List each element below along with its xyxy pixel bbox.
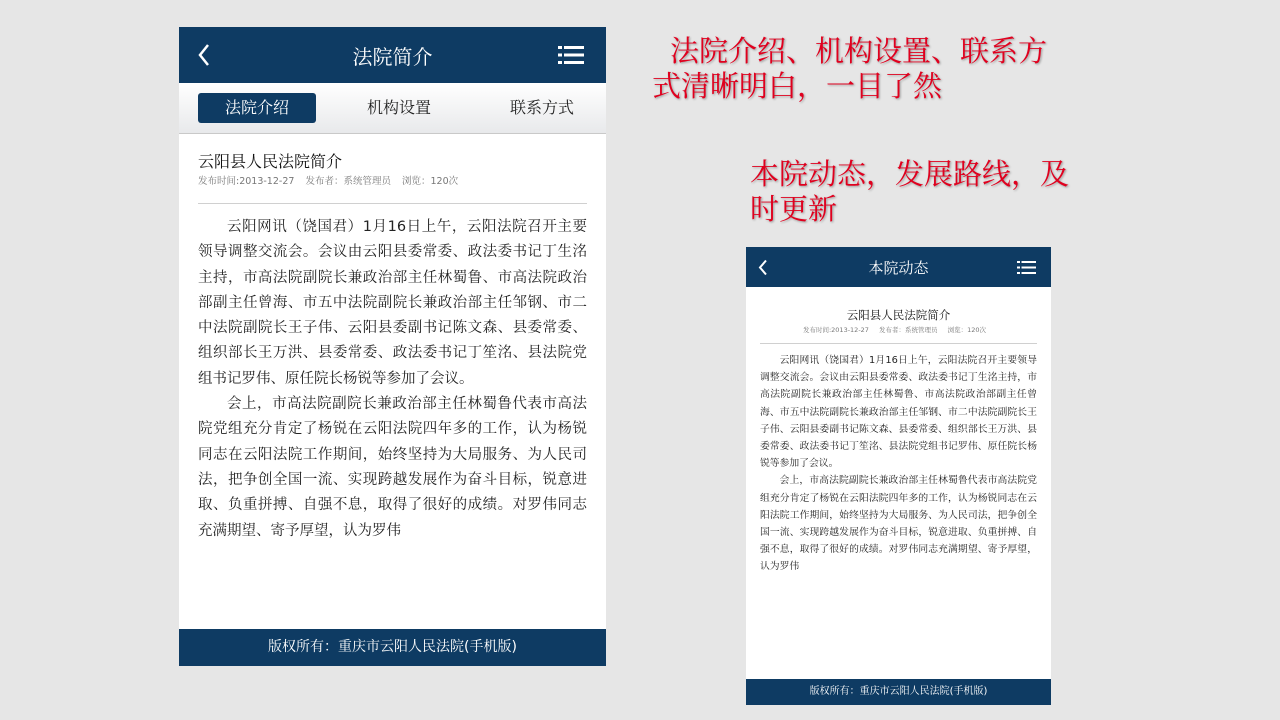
article-title: 云阳县人民法院简介	[846, 308, 951, 322]
tab-organization-setup[interactable]: 机构设置	[366, 98, 431, 117]
phone-screen-court-news	[746, 247, 1051, 705]
publish-time: 发布时间:2013-12-27	[198, 176, 295, 187]
list-menu-icon[interactable]	[1017, 247, 1036, 287]
article	[179, 133, 606, 544]
list-menu-icon[interactable]	[558, 27, 584, 83]
article-body	[760, 352, 1037, 576]
article	[746, 287, 1051, 576]
article-body	[198, 215, 587, 544]
caption-intro: 法院介绍、机构设置、联系方式清晰明白，一目了然	[652, 34, 1048, 103]
chevron-left-icon[interactable]	[197, 27, 211, 83]
nav-bar	[746, 247, 1051, 287]
caption-news: 本院动态，发展路线，及时更新	[750, 157, 1070, 226]
article-paragraph: 云阳网讯（饶国君）1月16日上午，云阳法院召开主要领导调整交流会。会议由云阳县委常委、政法委书记丁生洺主持，市高法院副院长兼政治部主任林蜀鲁、市高法院政治部副主任曾海、市五中法院副院长兼政治部主任邹钢、市二中法院副院长王子伟、云阳县委副书记陈文森、县委常委、组织部长王万洪、县委常委、政法委书记丁笙洺、县法院党组书记罗伟、原任院长杨锐等参加了会议。	[760, 355, 1037, 470]
tab-bar	[179, 83, 606, 134]
page-title: 法院简介	[352, 44, 433, 69]
page-title: 本院动态	[868, 258, 929, 277]
view-count: 浏览：120次	[947, 326, 987, 334]
publish-time: 发布时间:2013-12-27	[802, 326, 869, 334]
divider	[760, 343, 1037, 344]
divider	[198, 203, 587, 204]
article-paragraph: 云阳网讯（饶国君）1月16日上午，云阳法院召开主要领导调整交流会。会议由云阳县委常委、政法委书记丁生洺主持，市高法院副院长兼政治部主任林蜀鲁、市高法院政治部副主任曾海、市五中法院副院长兼政治部主任邹钢、市二中法院副院长王子伟、云阳县委副书记陈文森、县委常委、组织部长王万洪、县委常委、政法委书记丁笙洺、县法院党组书记罗伟、原任院长杨锐等参加了会议。	[198, 219, 587, 387]
article-paragraph: 会上，市高法院副院长兼政治部主任林蜀鲁代表市高法院党组充分肯定了杨锐在云阳法院四年多的工作，认为杨锐同志在云阳法院工作期间，始终坚持为大局服务、为人民司法，把争创全国一流、实现跨越发展作为奋斗目标，锐意进取、负重拼搏、自强不息，取得了很好的成绩。对罗伟同志充满期望、寄予厚望，认为罗伟	[760, 475, 1037, 573]
publisher: 发布者：系统管理员	[879, 326, 938, 334]
phone-screen-court-intro	[179, 27, 606, 666]
article-meta	[760, 325, 1037, 335]
tab-court-introduction[interactable]: 法院介绍	[198, 93, 316, 123]
article-title: 云阳县人民法院简介	[198, 152, 343, 171]
view-count: 浏览：120次	[402, 176, 459, 187]
article-paragraph: 会上，市高法院副院长兼政治部主任林蜀鲁代表市高法院党组充分肯定了杨锐在云阳法院四年多的工作，认为杨锐同志在云阳法院工作期间，始终坚持为大局服务、为人民司法，把争创全国一流、实现跨越发展作为奋斗目标，锐意进取、负重拼搏、自强不息，取得了很好的成绩。对罗伟同志充满期望、寄予厚望，认为罗伟	[198, 396, 587, 539]
chevron-left-icon[interactable]	[758, 247, 768, 287]
tab-contact-info[interactable]: 联系方式	[509, 98, 574, 117]
copyright-footer: 版权所有：重庆市云阳人民法院(手机版)	[746, 679, 1051, 705]
nav-bar	[179, 27, 606, 83]
copyright-footer: 版权所有：重庆市云阳人民法院(手机版)	[179, 629, 606, 666]
publisher: 发布者：系统管理员	[305, 176, 391, 187]
article-meta	[198, 175, 587, 189]
